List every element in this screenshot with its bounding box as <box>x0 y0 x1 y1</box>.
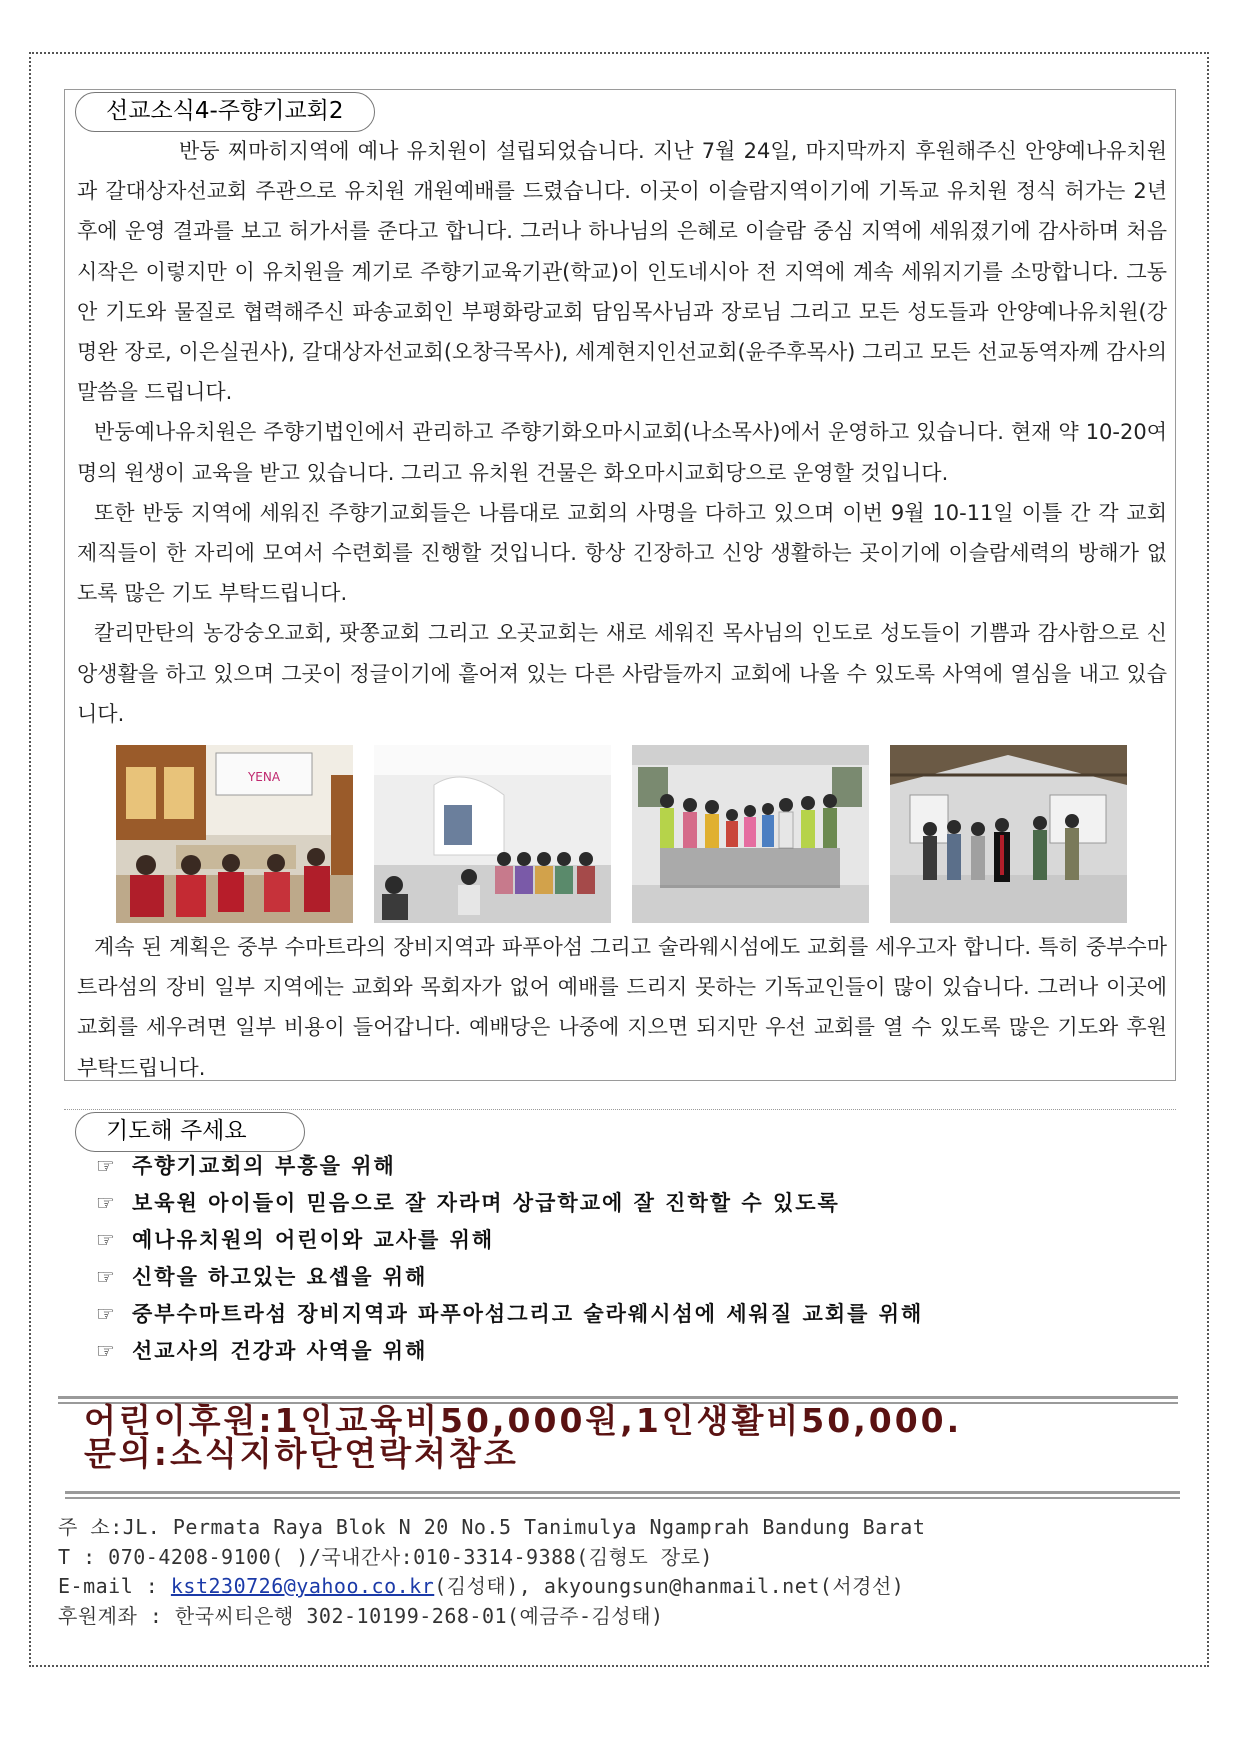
pointing-hand-icon: ☞ <box>96 1265 117 1289</box>
banner-line-2: 문의:소식지하단연락처참조 <box>84 1434 519 1473</box>
photo1-banner-text: YENA <box>247 770 281 784</box>
news-paragraph-1: 반둥 찌마히지역에 예나 유치원이 설립되었습니다. 지난 7월 24일, 마지막까지 후원해주신 안양예나유치원과 갈대상자선교회 주관으로 유치원 개원예배를 드렸습니다. 이곳이 이슬람지역이기에 기독교 유치원 정식 허가는 2년 후에 운영 결과를 보고 허가서를 준다고 합니다. 그러나 하나님의 은혜로 이슬람 중심 지역에 세워졌기에 감사하며 처음 시작은 이렇지만 이 유치원을 계기로 주향기교육기관(학교)이 인도네시아 전 지역에 계속 세워지기를 소망합니다. 그동안 기도와 물질로 협력해주신 파송교회인 부평화랑교회 담임목사님과 장로님 그리고 모든 성도들과 안양예나유치원(강명완 장로, 이은실권사), 갈대상자선교회(오창극목사), 세계현지인선교회(윤주후목사) 그리고 모든 선교동역자께 감사의 말씀을 드립니다. <box>77 139 1167 405</box>
prayer-title: 기도해 주세요 <box>75 1112 305 1152</box>
prayer-list <box>96 1148 923 1370</box>
pointing-hand-icon: ☞ <box>96 1302 117 1326</box>
photo-group-standing <box>632 745 869 923</box>
prayer-item: ☞ 신학을 하고있는 요셉을 위해 <box>96 1259 923 1296</box>
news-paragraph-2: 반둥예나유치원은 주향기법인에서 관리하고 주향기화오마시교회(나소목사)에서 운영하고 있습니다. 현재 약 10-20여 명의 원생이 교육을 받고 있습니다. 그리고 유치원 건물은 화오마시교회당으로 운영할 것입니다. <box>77 420 1167 485</box>
email-link[interactable]: kst230726@yahoo.co.kr <box>170 1574 435 1598</box>
prayer-item: ☞ 보육원 아이들이 믿음으로 잘 자라며 상급학교에 잘 진학할 수 있도록 <box>96 1185 923 1222</box>
banner-top-rule <box>58 1396 1178 1399</box>
prayer-item: ☞ 선교사의 건강과 사역을 위해 <box>96 1333 923 1370</box>
prayer-item: ☞ 중부수마트라섬 장비지역과 파푸아섬그리고 술라웨시섬에 세워질 교회를 위해 <box>96 1296 923 1333</box>
banner-bottom-rule <box>65 1491 1180 1494</box>
contact-email: E-mail : kst230726@yahoo.co.kr(김성태), akyoungsun@hanmail.net(서경선) <box>58 1574 905 1598</box>
news-title: 선교소식4-주향기교회2 <box>75 92 375 132</box>
pointing-hand-icon: ☞ <box>96 1154 117 1178</box>
pointing-hand-icon: ☞ <box>96 1339 117 1363</box>
news-paragraph-3: 또한 반둥 지역에 세워진 주향기교회들은 나름대로 교회의 사명을 다하고 있으며 이번 9월 10-11일 이틀 간 각 교회 제직들이 한 자리에 모여서 수련회를 진행할 것입니다. 항상 긴장하고 신앙 생활하는 곳이기에 이슬람세력의 방해가 없도록 많은 기도 부탁드립니다. <box>77 500 1167 606</box>
contact-phone: T : 070-4208-9100( )/국내간사:010-3314-9388(김형도 장로) <box>58 1545 713 1569</box>
news-body <box>77 131 1167 734</box>
photo-ministers-front <box>890 745 1127 923</box>
sponsorship-banner <box>84 1401 1184 1473</box>
contact-address: 주 소:JL. Permata Raya Blok N 20 No.5 Tanimulya Ngamprah Bandung Barat <box>58 1515 926 1539</box>
section-divider <box>64 1109 1176 1110</box>
pointing-hand-icon: ☞ <box>96 1191 117 1215</box>
news-closing <box>77 927 1167 1088</box>
prayer-item: ☞ 예나유치원의 어린이와 교사를 위해 <box>96 1222 923 1259</box>
pointing-hand-icon: ☞ <box>96 1228 117 1252</box>
banner-line-1: 어린이후원:1인교육비50,000원,1인생활비50,000. <box>84 1401 963 1440</box>
prayer-item: ☞ 주향기교회의 부흥을 위해 <box>96 1148 923 1185</box>
news-paragraph-4: 칼리만탄의 농강숭오교회, 팟쫑교회 그리고 오곳교회는 새로 세워진 목사님의 인도로 성도들이 기쁨과 감사함으로 신앙생활을 하고 있으며 그곳이 정글이기에 흩어져 있는 다른 사람들까지 교회에 나올 수 있도록 사역에 열심을 내고 있습니다. <box>77 621 1167 726</box>
contact-account: 후원계좌 : 한국씨티은행 302-10199-268-01(예금주-김성태) <box>58 1604 664 1628</box>
photo-kindergarten-classroom <box>116 745 353 923</box>
news-paragraph-5: 계속 된 계획은 중부 수마트라의 장비지역과 파푸아섬 그리고 술라웨시섬에도 교회를 세우고자 합니다. 특히 중부수마트라섬의 장비 일부 지역에는 교회와 목회자가 없어 예배를 드리지 못하는 기독교인들이 많이 있습니다. 그러나 이곳에 교회를 세우려면 일부 비용이 들어갑니다. 예배당은 나중에 지으면 되지만 우선 교회를 열 수 있도록 많은 기도와 후원 부탁드립니다. <box>77 935 1167 1080</box>
photo-seated-congregation <box>374 745 611 923</box>
banner-bottom-rule-thin <box>65 1497 1180 1499</box>
